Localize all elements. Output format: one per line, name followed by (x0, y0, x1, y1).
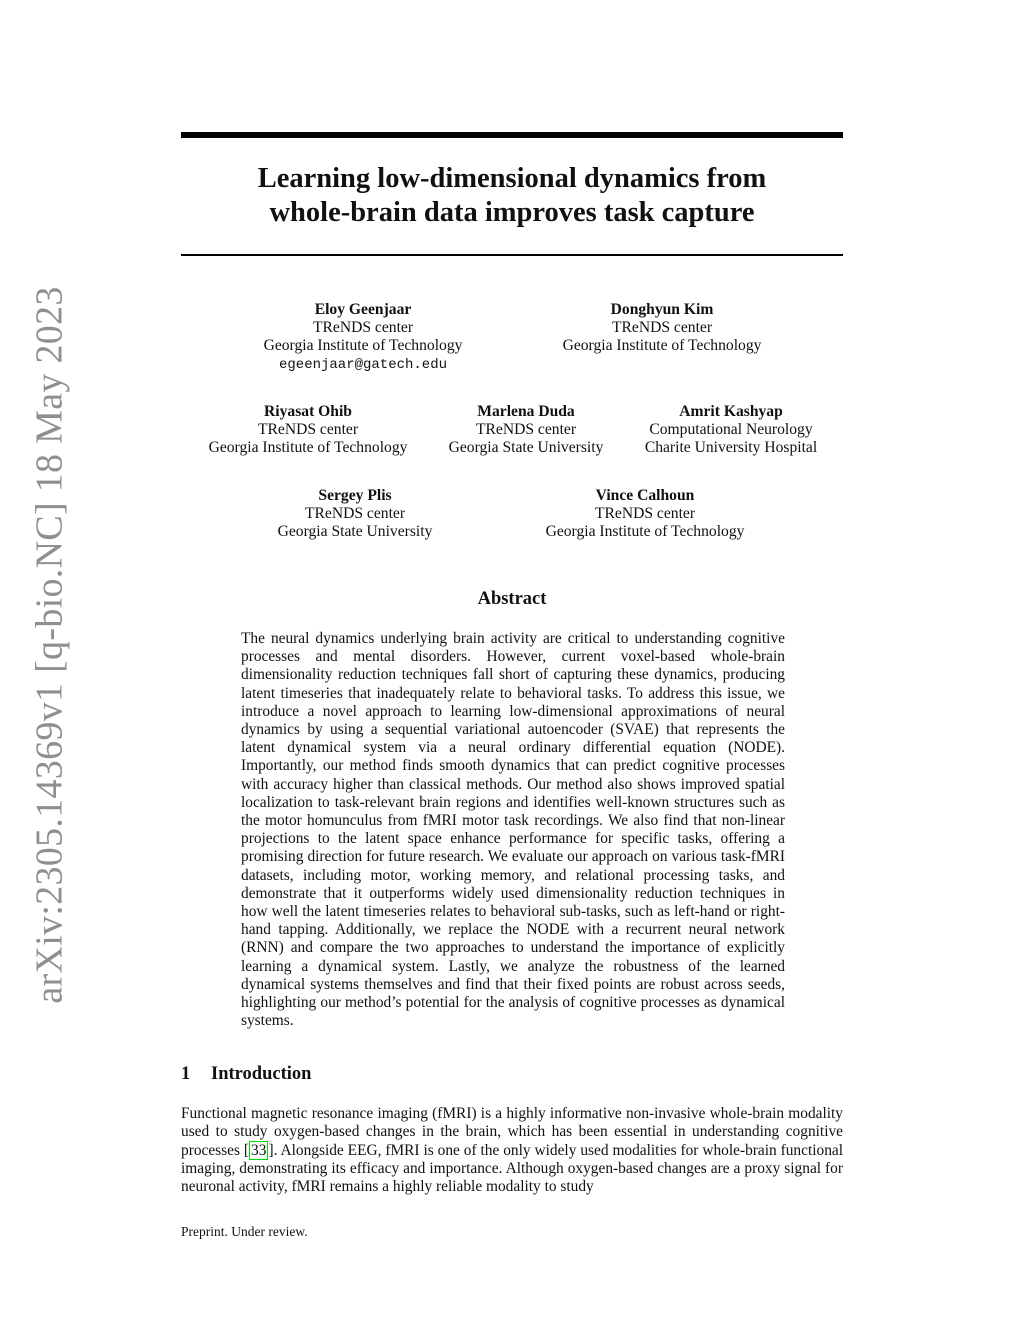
arxiv-stamp (28, 286, 72, 1004)
author-institution: Georgia Institute of Technology (545, 523, 745, 541)
footer-note: Preprint. Under review. (181, 1224, 308, 1239)
title-line-1: Learning low-dimensional dynamics from (257, 163, 767, 194)
citation-bracket-close: ] (268, 1141, 274, 1159)
arxiv-identifier: arXiv:2305.14369v1 [q-bio.NC] 18 May 2023 (29, 286, 71, 1004)
section-heading (181, 1064, 311, 1085)
author-affiliation: TReNDS center (611, 319, 713, 337)
author-institution: Georgia Institute of Technology (208, 439, 408, 457)
author-block (232, 301, 494, 374)
author-name: Amrit Kashyap (679, 403, 783, 420)
author-affiliation: TReNDS center (257, 421, 359, 439)
author-name: Sergey Plis (318, 487, 392, 504)
paper-title (181, 162, 843, 230)
author-affiliation: TReNDS center (594, 505, 696, 523)
abstract-text: The neural dynamics underlying brain activity are critical to understanding cognitive processes and mental disorders. However, current voxel-based whole-brain dimensionality reduction techniques fall short of capturing these dynamics, producing latent timeseries that inadequately relate to behavioral tasks. To address this issue, we introduce a novel approach to learning low-dimensional approximations of neural dynamics by using a sequential variational autoencoder (SVAE) that represents the latent dynamical system via a neural ordinary differential equation (NODE). Importantly, our method finds smooth dynamics that can predict cognitive processes with accuracy higher than classical methods. Our method also shows improved spatial localization to task-relevant brain regions and identifies well-known structures such as the motor homunculus from fMRI motor task recordings. We also find that non-linear projections to the latent space enhance performance for specific tasks, offering a promising direction for future research. We evaluate our approach on various task-fMRI datasets, including motor, working memory, and relational processing tasks, and demonstrate that it outperforms widely used dimensionality reduction techniques in how well the latent timeseries relates to behavioral sub-tasks, such as left-hand or right-hand tapping. Additionally, we replace the NODE with a recurrent neural network (RNN) and compare the two approaches to understand the importance of explicitly learning a dynamical system. Lastly, we analyze the robustness of the learned dynamical systems themselves and find that their fixed points are robust across seeds, highlighting our method’s potential for the analysis of cognitive processes as dynamical systems. (241, 630, 785, 1030)
author-block (625, 403, 837, 458)
author-institution: Charite University Hospital (644, 439, 818, 457)
author-affiliation: TReNDS center (304, 505, 406, 523)
author-institution: Georgia State University (277, 523, 433, 541)
title-rule-bottom (181, 254, 843, 256)
intro-text-part-1: Functional magnetic resonance imaging (fMRI) is a highly informative non-invasive whole-brain modality used to study oxygen-based changes in the brain, which has been essential in understanding cognitive processes (181, 1105, 843, 1159)
author-name: Eloy Geenjaar (314, 301, 412, 318)
abstract-heading: Abstract (477, 589, 547, 609)
author-institution: Georgia Institute of Technology (263, 337, 463, 355)
section-number: 1 (181, 1064, 191, 1084)
author-block (426, 403, 626, 458)
intro-paragraph (181, 1105, 843, 1196)
author-block (519, 487, 771, 542)
author-name: Riyasat Ohib (264, 403, 352, 420)
section-title: Introduction (211, 1064, 312, 1084)
author-name: Marlena Duda (477, 403, 575, 420)
title-line-2: whole-brain data improves task capture (269, 197, 755, 228)
author-name: Vince Calhoun (595, 487, 695, 504)
title-rule-top (181, 132, 843, 138)
author-block (531, 301, 793, 356)
author-email[interactable]: egeenjaar@gatech.edu (278, 356, 448, 373)
author-institution: Georgia State University (448, 439, 604, 457)
citation-bracket-open: [ (243, 1141, 250, 1159)
author-affiliation: Computational Neurology (649, 421, 813, 439)
author-block (254, 487, 456, 542)
author-name: Donghyun Kim (610, 301, 714, 318)
author-affiliation: TReNDS center (312, 319, 414, 337)
author-institution: Georgia Institute of Technology (562, 337, 762, 355)
citation-link[interactable]: 33 (251, 1141, 267, 1159)
author-block (187, 403, 429, 458)
intro-text-part-2: . Alongside EEG, fMRI is one of the only widely used modalities for whole-brain functional imaging, demonstrating its efficacy and importance. Although oxygen-based changes are a proxy signal for neuronal activity, fMRI remains a highly reliable modality to study (181, 1141, 844, 1196)
author-affiliation: TReNDS center (475, 421, 577, 439)
